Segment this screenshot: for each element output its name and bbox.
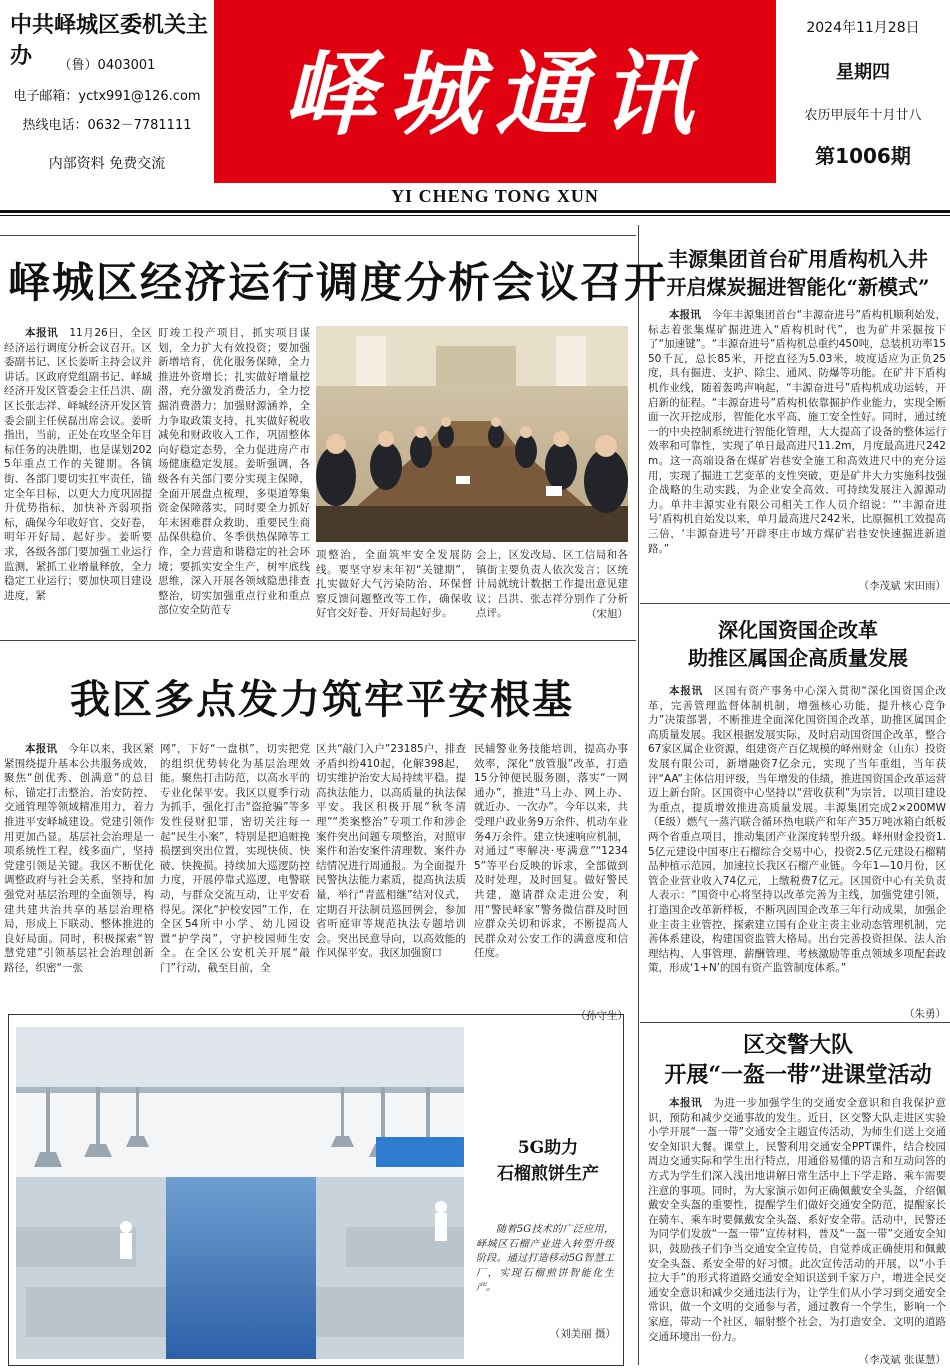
newspaper-pinyin: YI CHENG TONG XUN [391,186,599,206]
right3-byline: （李茂斌 张谋慧） [858,1354,946,1366]
meeting-photo-icon [316,326,628,542]
masthead-title-block [214,0,776,183]
masthead-rule-thin [0,215,950,216]
masthead-right [776,0,950,183]
photo-caption-text: 随着5G技术的广泛应用，峄城区石榴产业进入转型升级阶段。通过打造移动5G智慧工厂，实现石榴煎饼智能化生产。 [476,1224,614,1293]
article2-headline: 我区多点发力筑牢平安根基 [70,676,574,723]
right2-headline [646,616,950,672]
section-divider [640,1022,950,1023]
article1-column1 [4,326,152,626]
right3-body [648,1096,946,1352]
right1-headline-line2: 开启煤炭掘进智能化“新模式” [666,275,930,299]
masthead-rule [0,210,950,213]
right3-text: 为进一步加强学生的交通安全意识和自我保护意识，预防和减少交通事故的发生。近日，区交警大队走进区实验小学开展“一盔一带”交通安全主题宣传活动，为师生们送上交通安全知识大餐。课堂上，民警利用交通安全PPT课件，结合校园周边交通实际和学生出行特点，用通俗易懂的语言和互动问答的方式为学生们深入浅出地讲解日常生活中上下学走路、乘车需要注意的事项。同时，为大家演示如何正确佩戴安全头盔，介绍佩戴安全头盔的重要性，提醒学生们做好交通安全防范，提醒家长在骑车、乘车时要佩戴安全头盔、系好安全带。活动中，民警还为同学们发放“一盔一带”宣传材料，普及“一盔一带”交通安全知识，鼓励孩子们争当交通安全宣传员，自觉养成正确使用和佩戴安全头盔、系安全带的好习惯。此次宣传活动的开展，以“小手拉大手”的形式将道路交通安全知识送到千家万户，增进全民交通安全意识和减少交通违法行为，让学生们从小学习到交通安全常识，做一个文明的交通参与者，通过教育一个学生，影响一个家庭，带动一个社区，辐射整个社会，为打造安全、文明的道路交通环境出一份力。 [648,1097,946,1343]
column-divider [638,225,639,1365]
article2-column2: 网”，下好“一盘棋”，切实把党的组织优势转化为基层治理效能。聚焦打击防范，以高水平的专业化保平安。我区以夏季行动为抓手，强化打击“盗抢骗”等多发性侵财犯罪，密切关注每一起“民生小案”，特别是把追赃挽损摆到突出位置，实现快侦、快破、快挽损。持续加大巡逻防控力度，开展停靠式巡逻，电警联动，与群众交流互动，让平安看得见。深化“护校安园”工作，在全区54所中小学、幼儿园设置“护学岗”，守护校园师生安全。在全区公安机关开展“敲门”行动，截至目前，全 [160,743,310,974]
right2-text: 区国有资产事务中心深入贯彻“深化国资国企改革，完善管理监督体制机制，增强核心功能，提升核心竞争力”决策部署，不断推进全面深化国资国企改革，助推区属国企高质量发展。我区根据发展实际，及时启动国资国企改革，整合67家区属企业资源，组建资产百亿规模的峄州财金（山东）投资发展有限公司，新增融资7亿余元，实现了当年重组，当年获评“AA”主体信用评级，当年增发的佳绩，推进国资国企改革运营迈上新台阶。区国资中心坚持以“营收获利”为宗旨，以项目建设为重点，提质增效推进高质量发展。丰源集团完成2×200MW（E级）燃气一蒸汽联合循环热电联产和年产35万吨冰箱白纸板两个省重点项目，推动集团产业深度转型升级。峄州财金投资1.5亿元建设中国枣庄石榴综合交易中心，投资2.5亿元建设石榴精品种植示范园，加速拉长我区石榴产业链。今年1—10月份，区管企业营业收入74亿元，上缴税费7亿元。区国资中心有关负责人表示：“国资中心将坚持以改革完善为主线，加强党建引领，打造国企改革新样板，不断巩固国企改革三年行动成果，加强企业主责主业管控，探索建立国有企业主责主业动态管理机制，完善体系建设，构建国资监管大格局。出台完善投资担保、法人治理结构、人事管理、薪酬管理、考核激励等重点领域多项配套政策，形成‘1+N’的国有资产监管制度体系。” [648,685,946,975]
article1-lead: 本报讯 [25,327,59,339]
right1-byline: （李茂斌 宋田雨） [858,580,946,592]
article1-headline: 峄城区经济运行调度分析会议召开 [8,258,669,307]
article2-lead: 本报讯 [25,743,58,755]
right3-headline-line1: 区交警大队 [742,1032,853,1058]
right3-headline [646,1030,950,1090]
lunar-date: 农历甲辰年十月廿八 [804,108,922,123]
section-divider [0,640,636,641]
section-divider [0,235,636,236]
issue-number: 第1006期 [815,144,911,168]
right3-headline-line2: 开展“一盔一带”进课堂活动 [664,1062,932,1088]
right3-lead: 本报讯 [669,1097,703,1109]
right2-headline-line2: 助推区属国企高质量发展 [688,646,908,670]
masthead-left [0,0,214,183]
article2-column3: 区共“敲门入户”23185户，排查矛盾纠纷410起，化解398起，切实维护治安大局持续平稳。提高执法能力，以高质量的执法保平安。我区积极开展“秋冬清理”“类案整治”专项工作和涉企案件突出问题专项整治，对照审案件和治安案件清理数、案件办结情况进行周通报。为全面提升民警执法能力素质，提高执法质量，举行“青蓝相继”结对仪式，定期召开法制员巡回例会，参加省听庭审等规范执法专题培训会。突出民意导向，以高效能的作风保平安。我区加强窗口 [316,743,466,960]
right1-headline [646,245,950,301]
newspaper-title: 峄城通讯 [282,40,707,148]
article2-byline: （孙守生） [575,1010,628,1022]
right1-headline-line1: 丰源集团首台矿用盾构机入井 [668,247,928,271]
email: 电子邮箱：yctx991@126.com [13,89,201,104]
article1-column4: 会上，区发改局、区工信局和各镇街主要负责人依次发言；区统计局就统计数据工作提出意见建议；吕洪、张志祥分别作了分析点评。 [476,549,628,620]
right2-lead: 本报讯 [669,685,703,697]
factory-photo-icon [16,1027,464,1359]
right1-text: 今年丰源集团首台“丰源奋进号”盾构机顺利始发，标志着张集煤矿掘进进入“盾构机时代”，也为矿井采掘按下了“加速键”。“丰源奋进号”盾构机总重约450吨，总装机功率1550千瓦，总长85米，开挖直径为5.03米，坡度适应为正负25度，具有掘进、支护、除尘、通风、防爆等功能。在矿井下盾构机作业线，随着轰鸣声响起，“丰源奋进号”盾构机成功运转，开启新的征程。“丰源奋进号”盾构机依靠掘护作业能力，实现全断面一次开挖成形，智能化水平高、施工安全性好。同时，通过统一的中央控制系统进行智能化管理，大大提高了设备的整体运行效率和可靠性，实现了单日最高进尺11.2m，月度最高进尺242m。这一高端设备在煤矿岩巷安全施工和高效进尺中的充分运用，实现了掘进工艺变革的支性突破，更是矿井大力实施科技强企战略的生动实践，为企业安全高效、可持续发展注入源源动力。单井丰源实业有限公司相关工作人员介绍说：“‘丰源奋进号’盾构机自始发以来，单月最高进尺242米，比原掘机工效提高三倍，‘丰源奋进号’开辟枣庄市域方煤矿岩巷安快速掘进新道路。” [648,309,946,555]
right2-headline-line1: 深化国资国企改革 [718,618,878,642]
section-divider [640,603,950,604]
photo-caption-title-line2: 石榴煎饼生产 [497,1164,599,1184]
article1-column3: 项整治，全面筑牢安全发展防线。要坚守岁末年初“关键期”，扎实做好大气污染防治、环保督察反馈问题整改等工作，确保收好官交好卷、开好局起好步。 [316,549,472,620]
right1-body [648,308,946,576]
article2-column4: 民辅警业务技能培训，提高办事效率，深化“放管服”改革，打造15分钟便民服务圈，落实“一网通办”，推进“马上办、网上办、就近办、一次办”。今年以来，共受理户政业务9万余件、机动车业务4万余件。建立快速响应机制，对通过“枣解决·枣满意”“12345”等平台反映的诉求，全部做到及时处理，及时回复。做好警民共建，邀请群众走进公安，利用“警民峄家”警务微信群及时回应群众关切和诉求，不断提高人民群众对公安工作的满意度和信任度。 [474,743,628,960]
cn-number: （鲁）0403001 [58,58,156,73]
phone: 热线电话：0632－7781111 [22,118,192,133]
issuer: 中共峄城区委机关主办 [10,12,209,69]
right2-body [648,684,946,1006]
distribution-note: 内部资料 免费交流 [48,156,166,172]
article1-column2: 盯竣工投产项目，抓实项目谋划，全力扩大有效投资；要加强新增培育，优化服务保障，全力推进外资增长；扎实做好增量挖潜，充分激发消费活力，全力挖掘消费潜力；加强财源涵养，全力争取政策支持，扎实做好税收减免和财政收入工作，巩固整体向好稳定态势，全力促进房产市场健康稳定发展。姜昕强调，各级各有关部门要分实现主保障，全面开展盘点梳理，多渠道筹集资金保障落实，同时要全力抓好年末困难群众救助、重要民生商品保供稳价、冬季供热保障等工作，全力营造和谐稳定的社会环境；要抓实安全生产，树牢底线思维，深入开展各领域隐患排查整治，切实加强重点行业和重点部位安全防范专 [158,327,310,617]
article1-text: 11月26日，全区经济运行调度分析会议召开。区委副书记、区长姜昕主持会议并讲话。区政府党组副书记、峄城经济开发区管委会主任吕洪、副区长张志祥、峄城经济开发区管委会副主任侯磊出席会议。姜昕指出，当前，正处在攻坚全年目标任务的决胜期，也是谋划2025年重点工作的关键期。各镇街、各部门要切实扛牢责任，锚定全年目标，以更大力度巩固提升优势指标，加快补齐弱项指标，确保今年收好官、交好卷，明年开好局、起好步。姜昕要求，各级各部门要加强工业运行监测，紧抓工业增量释放，全力稳定工业运行；要加快项目建设进度，紧 [4,327,152,602]
article2-text: 今年以来，我区紧紧围绕提升基本公共服务成效，聚焦“创优秀、创满意”的总目标，锚定打击整治、治安防控、交通管理等领域精准用力，着力推进平安峄城建设。党建引领作用更加凸显。基层社会治理是一项系统性工程，线多面广，坚持党建引领是关键。我区不断优化调整政府与社会关系，坚持和加强党对基层治理的全面领导，构建共建共治共享的基层治理格局，形成上下联动、整体推进的良好局面。同时，积极探索“智慧党建”引领基层社会治理创新路径，织密“一张 [4,743,154,974]
photo-caption-byline: （刘美丽 摄） [549,1328,616,1340]
photo-caption-title-line1: 5G助力 [517,1138,579,1158]
article2-column1 [4,742,154,1032]
right1-lead: 本报讯 [669,309,701,321]
weekday: 星期四 [836,62,890,83]
article1-byline: （宋旭） [586,608,628,620]
right2-byline: （朱勇） [904,1008,946,1020]
photo-caption-title [478,1135,618,1187]
issue-date: 2024年11月28日 [806,20,920,36]
